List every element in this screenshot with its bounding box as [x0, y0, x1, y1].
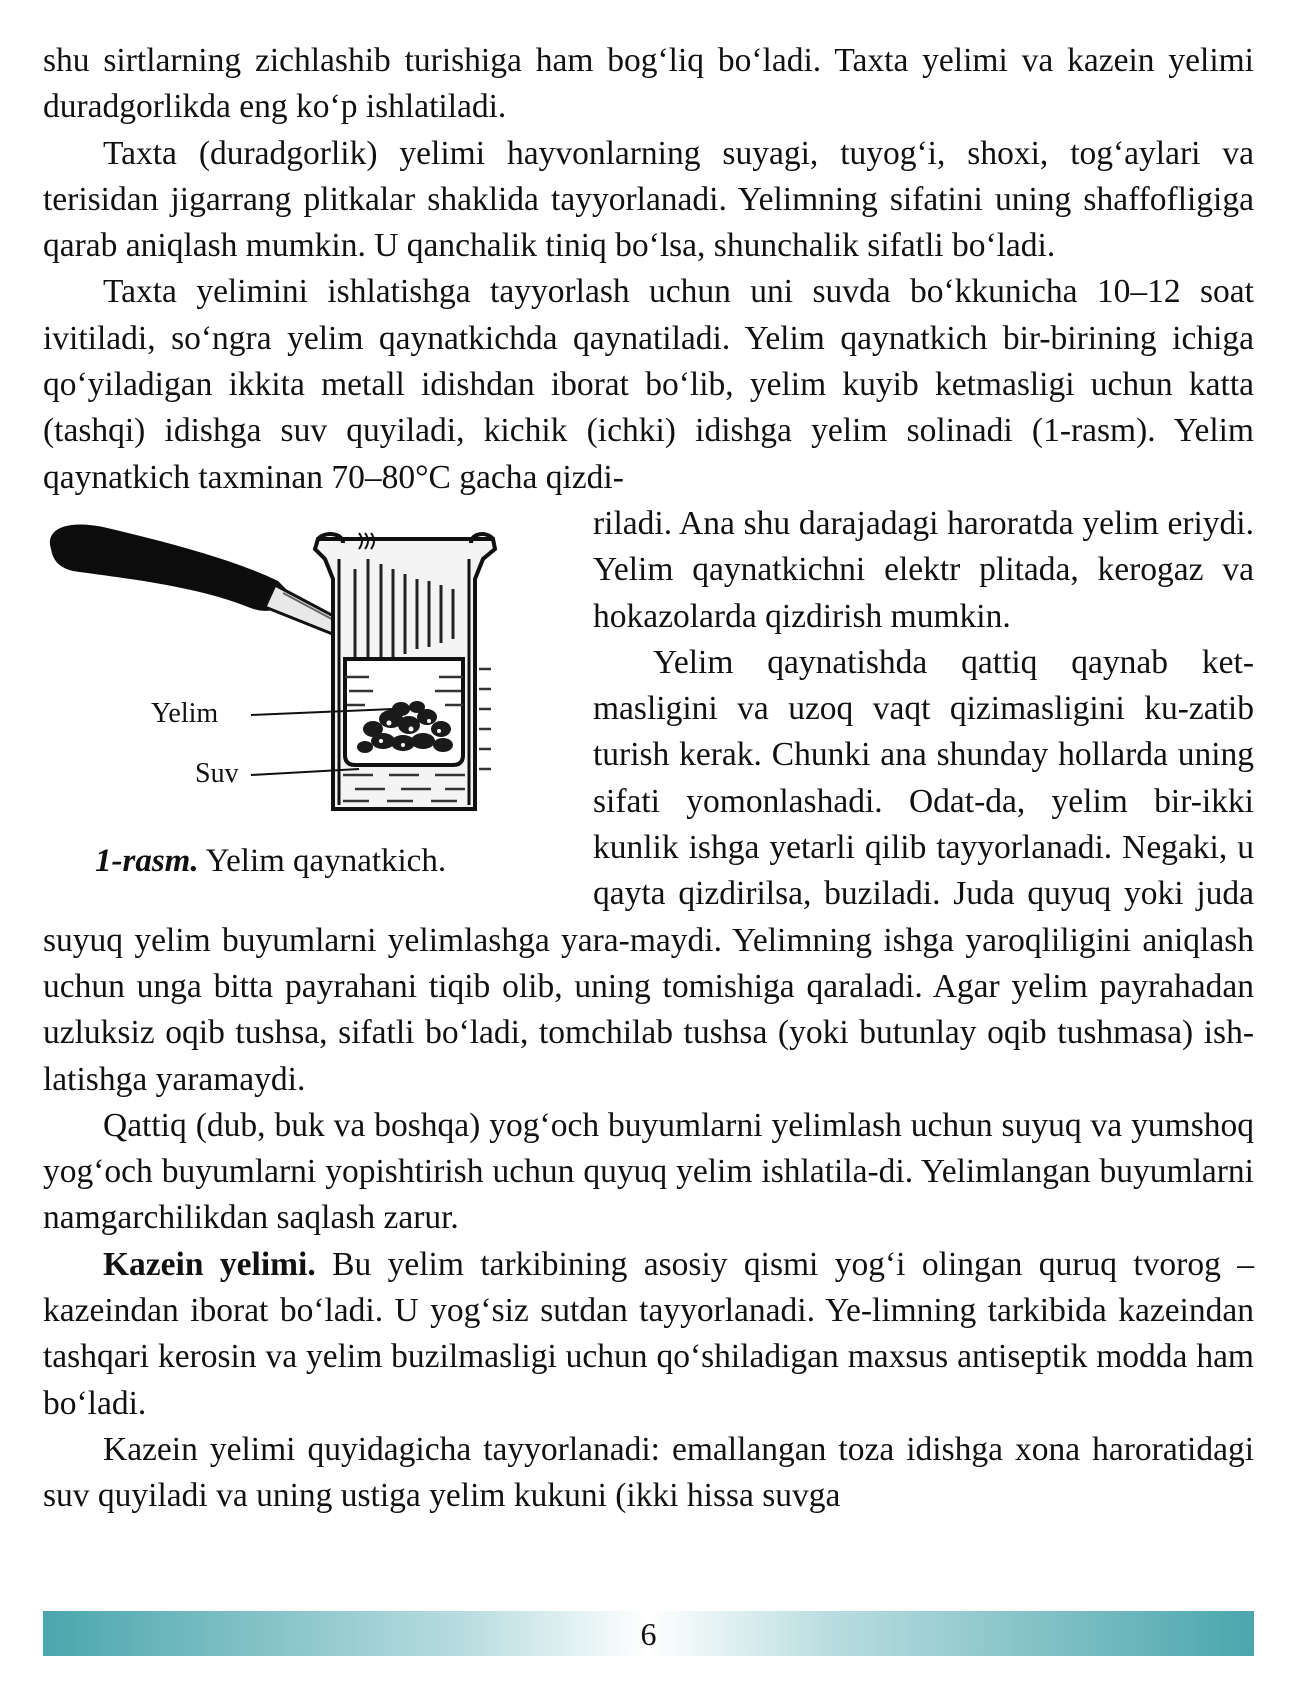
term-kazein-yelimi: Kazein yelimi. — [103, 1245, 316, 1283]
paragraph-6-text: Bu yelim tarkibining asosiy qismi yog‘i olingan quruq tvorog – kazeindan iborat bo‘ladi. U yog‘siz sutdan tayyorlanadi. Ye-limning tarkibida kazeindan tashqari kerosin va yelim buzilmasligi uchun qo‘shiladigan maxsus antiseptik modda ham bo‘ladi. — [43, 1245, 1254, 1422]
label-glue: Yelim — [151, 697, 219, 729]
figure-glue-pot — [43, 501, 563, 909]
paragraph-6 — [43, 1242, 1254, 1427]
paragraph-1: shu sirtlarning zichlashib turishiga ham bog‘liq bo‘ladi. Taxta yelimi va kazein yelimi duradgorlikda eng ko‘p ishlatiladi. — [43, 42, 1254, 126]
document-body — [43, 38, 1254, 1520]
paragraph-3 — [43, 269, 1254, 500]
paragraph-5: Qattiq (dub, buk va boshqa) yog‘och buyumlarni yelimlash uchun suyuq va yumshoq yog‘och buyumlarni yopishtirish uchun quyuq yelim ishlatila-di. Yelimlangan buyumlarni namgarchilikdan saqlash zarur. — [43, 1106, 1254, 1237]
paragraph-7: Kazein yelimi quyidagicha tayyorlanadi: emallangan toza idishga xona haroratidagi suv quyiladi va uning ustiga yelim kukuni (ikki hissa suvga — [43, 1430, 1254, 1515]
glue-pot-illustration — [43, 519, 563, 839]
paragraph-3-continued: riladi. Ana shu darajadagi haroratda yelim eriydi. Yelim qaynatkichni elektr plitada, kerogaz va hokazolarda qizdirish mumkin. — [593, 504, 1254, 635]
caption-text: Yelim qaynatkich. — [198, 842, 447, 879]
paragraph-4: Yelim qaynatishda qattiq qaynab ket-masligini va uzoq vaqt qizimasligini ku-zatib turish kerak. Chunki ana shunday hollarda uning sifati yomonlashadi. Odat-da, yelim bir-ikki kunlik ishga yetarli qilib tayyorlanadi. Negaki, u qayta qizdirilsa, buziladi. Juda quyuq yoki juda suyuq yelim buyumlarni yelimlashga yara-maydi. Yelimning ishga yaroqliligini aniqlash uchun unga bitta payrahani tiqib olib, uning tomishiga qaraladi. Agar yelim payrahadan uzluksiz oqib tushsa, sifatli bo‘ladi, tomchilab tushsa (yoki butunlay oqib tushmasa) ish-latishga yaramaydi. — [43, 643, 1254, 1098]
paragraph-3-text: Taxta yelimini ishlatishga tayyorlash uchun uni suvda bo‘kkunicha 10–12 soat ivitiladi, so‘ngra yelim qaynatkichda qaynatiladi. Yelim qaynatkich bir-birining ichiga qo‘yiladigan ikkita metall idishdan iborat bo‘lib, yelim kuyib ketmasligi uchun katta (tashqi) idishga suv quyiladi, kichik (ichki) idishga yelim solinadi (1-rasm). Yelim qaynatkich taxminan 70–80°C gacha qizdi- — [43, 273, 1254, 496]
label-water: Suv — [195, 757, 239, 789]
caption-number: 1-rasm. — [95, 842, 199, 879]
paragraph-2: Taxta (duradgorlik) yelimi hayvonlarning suyagi, tuyog‘i, shoxi, tog‘aylari va terisidan jigarrang plitkalar shaklida tayyorlanadi. Yelimning sifatini uning shaffofligiga qarab aniqlash mumkin. U qanchalik tiniq bo‘lsa, shunchalik sifatli bo‘ladi. — [43, 134, 1254, 265]
figure-caption — [95, 841, 446, 881]
page-number: 6 — [640, 1616, 657, 1652]
footer-bar — [43, 1611, 1254, 1656]
